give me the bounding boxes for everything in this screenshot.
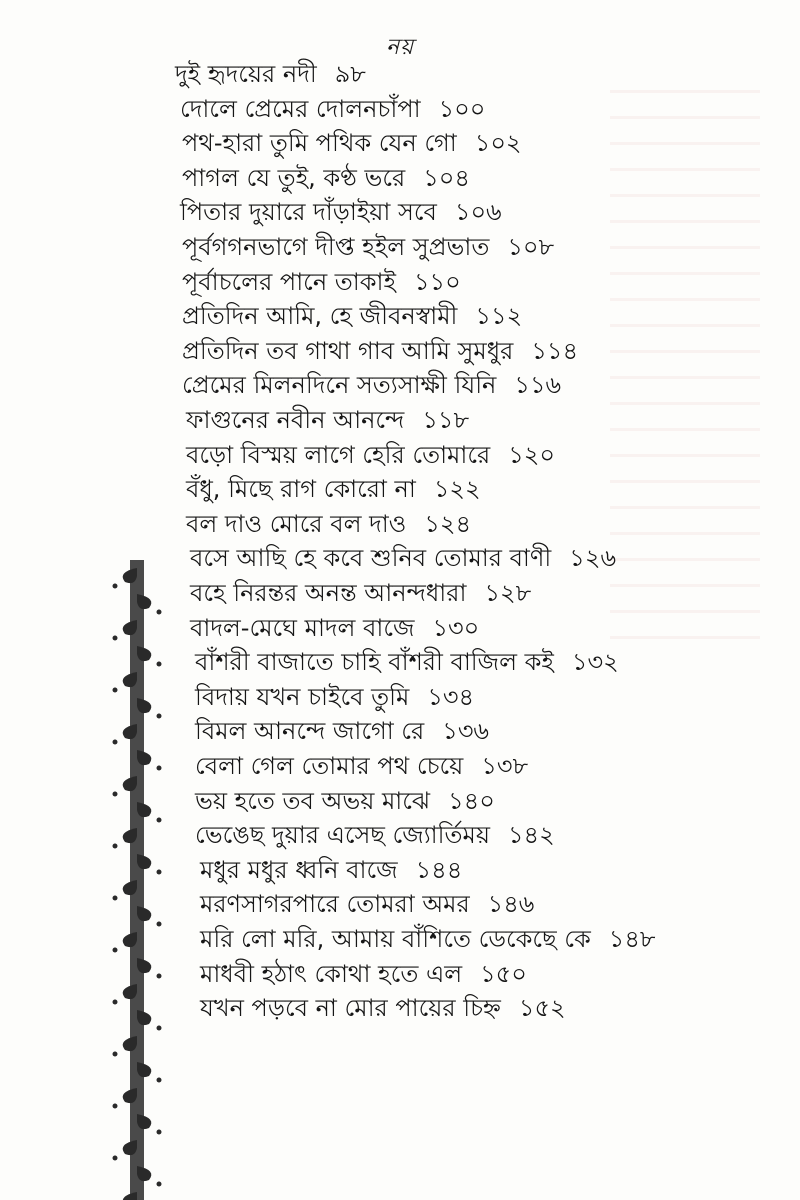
toc-entry xyxy=(200,992,566,1024)
toc-entry xyxy=(190,577,531,609)
toc-entry xyxy=(182,162,470,194)
toc-entry-page-number: ১২০ xyxy=(508,440,555,469)
toc-entry xyxy=(200,958,527,990)
toc-entry-title: ফাগুনের নবীন আনন্দে xyxy=(186,406,405,434)
toc-entry-title: পূর্বগগনভাগে দীপ্ত হইল সুপ্রভাত xyxy=(182,233,490,261)
show-through-text xyxy=(610,90,760,650)
toc-entry-title: বল দাও মোরে বল দাও xyxy=(186,509,407,538)
toc-entry xyxy=(200,923,656,955)
toc-entry xyxy=(195,750,528,782)
toc-entry-page-number: ১২২ xyxy=(433,475,481,504)
toc-entry xyxy=(190,612,479,644)
toc-entry-title: মরণসাগরপারে তোমরা অমর xyxy=(200,890,470,919)
toc-entry-page-number: ১০৬ xyxy=(454,198,502,227)
toc-entry-page-number: ১০২ xyxy=(474,129,522,158)
toc-entry-title: যখন পড়বে না মোর পায়ের চিহ্ন xyxy=(200,994,501,1023)
toc-entry-title: বড়ো বিস্ময় লাগে হেরি তোমারে xyxy=(186,440,491,469)
toc-entry-page-number: ১৪০ xyxy=(448,786,495,815)
toc-entry xyxy=(182,231,554,263)
toc-entry-page-number: ১৪৮ xyxy=(608,925,656,953)
toc-entry xyxy=(190,542,616,574)
toc-entry xyxy=(186,439,555,471)
toc-entry-title: দুই হৃদয়ের নদী xyxy=(175,60,317,88)
toc-entry xyxy=(180,93,485,125)
toc-entry xyxy=(195,681,474,713)
toc-entry-page-number: ১১৬ xyxy=(514,371,562,400)
toc-entry xyxy=(180,196,502,228)
toc-entry-page-number: ১১০ xyxy=(413,267,461,296)
toc-entry-page-number: ৯৮ xyxy=(334,60,366,88)
toc-entry xyxy=(182,369,561,401)
toc-entry-title: মাধবী হঠাৎ কোথা হতে এল xyxy=(200,959,463,988)
toc-entry-page-number: ১১৮ xyxy=(422,406,470,434)
toc-entry-title: বহে নিরন্তর অনন্ত আনন্দধারা xyxy=(190,579,467,607)
toc-entry xyxy=(186,404,469,436)
toc-entry-page-number: ১১৪ xyxy=(531,336,579,365)
toc-entry-page-number: ১০৮ xyxy=(507,233,555,261)
toc-entry-title: পূর্বাচলের পানে তাকাই xyxy=(182,267,396,296)
toc-entry-page-number: ১৩২ xyxy=(571,648,619,677)
toc-entry-title: বিমল আনন্দে জাগো রে xyxy=(195,717,425,746)
toc-entry-title: ভেঙেছ দুয়ার এসেছ জ্যোর্তিময় xyxy=(195,821,490,850)
decorative-floral-border xyxy=(108,560,166,1200)
toc-entry xyxy=(182,127,522,159)
toc-entry-title: ভয় হতে তব অভয় মাঝে xyxy=(195,786,431,815)
toc-entry-page-number: ১৫০ xyxy=(480,959,527,988)
toc-entry xyxy=(182,300,522,332)
toc-entry-page-number: ১২৬ xyxy=(569,544,617,573)
toc-entry-page-number: ১২৪ xyxy=(424,509,472,538)
toc-entry-title: প্রতিদিন তব গাথা গাব আমি সুমধুর xyxy=(182,336,514,365)
toc-entry xyxy=(182,266,461,298)
toc-entry-title: বাদল-মেঘে মাদল বাজে xyxy=(190,613,415,642)
toc-entry-page-number: ১০৪ xyxy=(423,163,470,192)
toc-entry xyxy=(186,473,481,505)
page-number-label: নয় xyxy=(385,35,415,60)
toc-entry-page-number: ১৩০ xyxy=(432,613,480,642)
toc-entry-page-number: ১৩৪ xyxy=(427,682,475,711)
toc-entry-title: মরি লো মরি, আমায় বাঁশিতে ডেকেছে কে xyxy=(200,925,591,953)
toc-entry xyxy=(175,58,366,90)
toc-entry-title: পথ-হারা তুমি পথিক যেন গো xyxy=(182,129,457,158)
toc-entry xyxy=(195,785,495,817)
toc-entry-title: বসে আছি হে কবে শুনিব তোমার বাণী xyxy=(190,544,552,573)
toc-entry-title: পাগল যে তুই, কণ্ঠ ভরে xyxy=(182,163,406,192)
toc-entry-title: বাঁশরী বাজাতে চাহি বাঁশরী বাজিল কই xyxy=(195,648,554,677)
toc-entry xyxy=(195,819,555,851)
toc-entry-page-number: ১৩৬ xyxy=(442,717,490,746)
toc-entry-title: বঁধু, মিছে রাগ কোরো না xyxy=(186,475,416,504)
toc-entry-page-number: ১০০ xyxy=(438,94,486,123)
toc-entry xyxy=(200,854,462,886)
toc-entry-page-number: ১২৮ xyxy=(484,579,532,607)
toc-entry-page-number: ১৩৮ xyxy=(481,752,529,780)
toc-entry xyxy=(195,715,489,747)
toc-entry-title: বেলা গেল তোমার পথ চেয়ে xyxy=(195,752,464,780)
toc-entry-page-number: ১৪২ xyxy=(507,821,555,850)
toc-entry xyxy=(182,335,578,367)
toc-entry-title: মধুর মধুর ধ্বনি বাজে xyxy=(200,855,398,884)
toc-entry-page-number: ১১২ xyxy=(475,302,523,331)
toc-entry xyxy=(195,646,619,678)
toc-entry xyxy=(186,508,471,540)
toc-entry-title: প্রতিদিন আমি, হে জীবনস্বামী xyxy=(182,302,458,331)
toc-entry-title: দোলে প্রেমের দোলনচাঁপা xyxy=(180,94,421,123)
toc-entry xyxy=(200,888,534,920)
toc-entry-page-number: ১৫২ xyxy=(518,994,566,1023)
toc-entry-page-number: ১৪৪ xyxy=(415,855,463,884)
toc-entry-title: প্রেমের মিলনদিনে সত্যসাক্ষী যিনি xyxy=(182,371,497,400)
toc-entry-page-number: ১৪৬ xyxy=(487,890,535,919)
toc-entry-title: বিদায় যখন চাইবে তুমি xyxy=(195,682,410,711)
toc-entry-title: পিতার দুয়ারে দাঁড়াইয়া সবে xyxy=(180,198,437,227)
